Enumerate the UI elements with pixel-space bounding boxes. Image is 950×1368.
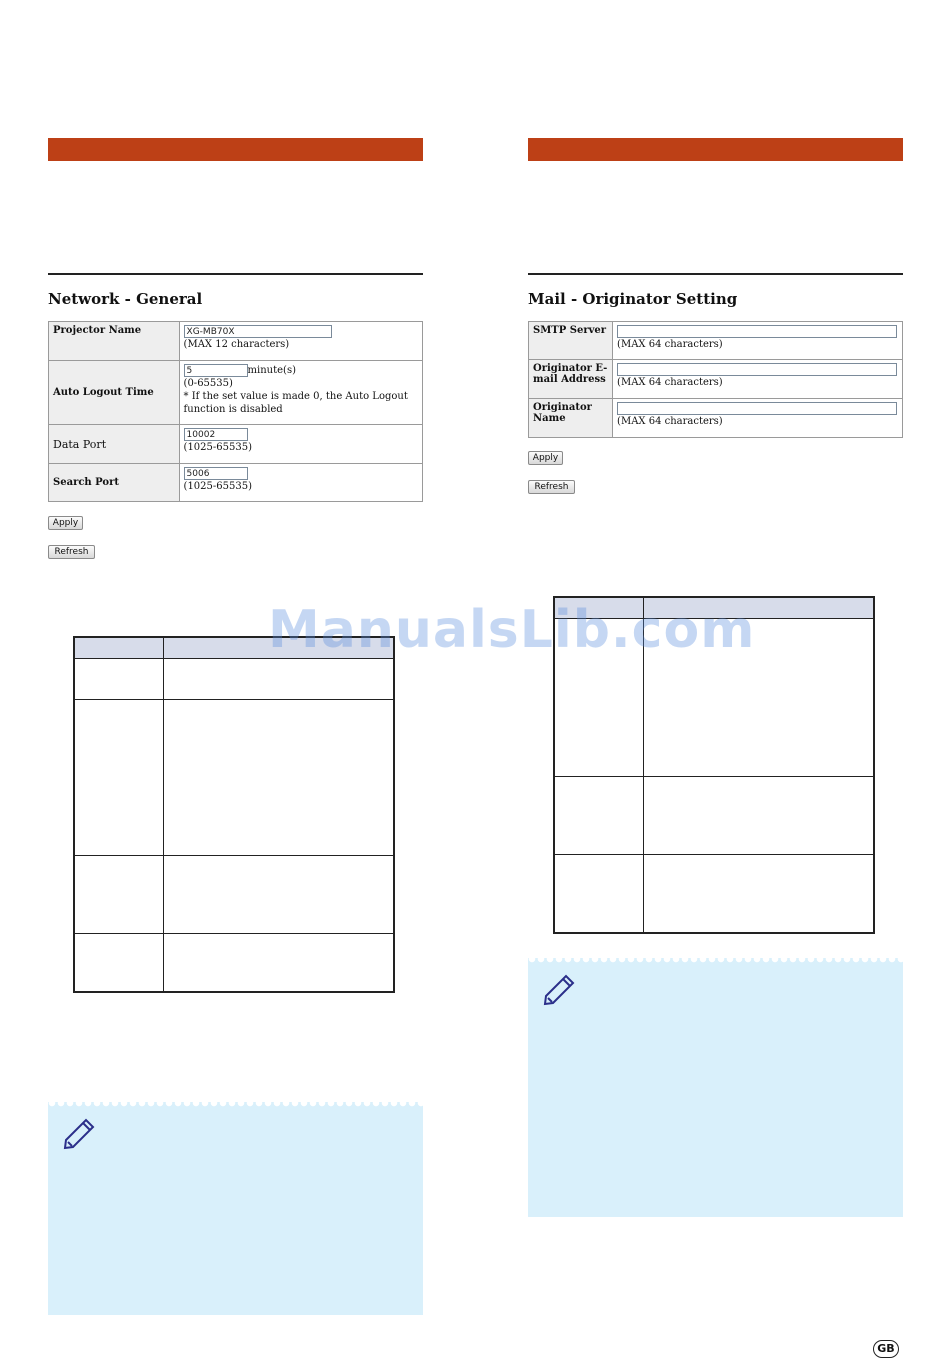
data-port-hint: (1025-65535) [183,442,252,453]
right-divider [528,273,903,275]
network-general-form [48,321,423,502]
right-section-bar [528,138,903,161]
mail-originator-title: Mail - Originator Setting [528,290,738,308]
search-port-row [49,464,423,502]
left-section-bar [48,138,423,161]
network-general-title: Network - General [48,290,203,308]
projector-name-hint: (MAX 12 characters) [183,339,290,350]
left-apply-button[interactable]: Apply [48,516,83,530]
pencil-icon [62,1116,100,1150]
projector-name-row [49,322,423,361]
right-note-box [528,958,903,1217]
auto-logout-input[interactable]: 5 [184,364,248,377]
originator-name-row [529,399,903,438]
mail-originator-form [528,321,903,438]
auto-logout-hint: (0-65535) [183,378,233,389]
right-refresh-button[interactable]: Refresh [528,480,575,494]
pencil-icon [542,972,580,1006]
data-port-label: Data Port [49,425,180,464]
auto-logout-note: * If the set value is made 0, the Auto Logout function is disabled [183,391,408,415]
left-description-table [73,636,395,993]
originator-name-label: Originator Name [529,399,613,438]
region-badge: GB [873,1340,899,1358]
data-port-input[interactable]: 10002 [184,428,248,441]
search-port-label: Search Port [49,464,180,502]
projector-name-input[interactable]: XG-MB70X [184,325,332,338]
auto-logout-row [49,361,423,425]
projector-name-label: Projector Name [49,322,180,361]
left-note-box [48,1102,423,1315]
originator-name-hint: (MAX 64 characters) [617,416,723,427]
auto-logout-unit: minute(s) [247,365,296,376]
auto-logout-label: Auto Logout Time [49,361,180,425]
left-refresh-button[interactable]: Refresh [48,545,95,559]
search-port-hint: (1025-65535) [183,481,252,492]
search-port-input[interactable]: 5006 [184,467,248,480]
smtp-server-hint: (MAX 64 characters) [617,339,723,350]
smtp-server-label: SMTP Server [529,322,613,360]
smtp-server-input[interactable] [617,325,897,338]
right-apply-button[interactable]: Apply [528,451,563,465]
watermark: ManualsLib.com [268,600,756,660]
originator-name-input[interactable] [617,402,897,415]
smtp-server-row [529,322,903,360]
originator-email-hint: (MAX 64 characters) [617,377,723,388]
originator-email-input[interactable] [617,363,897,376]
left-divider [48,273,423,275]
originator-email-label: Originator E-mail Address [529,360,613,399]
data-port-row [49,425,423,464]
originator-email-row [529,360,903,399]
